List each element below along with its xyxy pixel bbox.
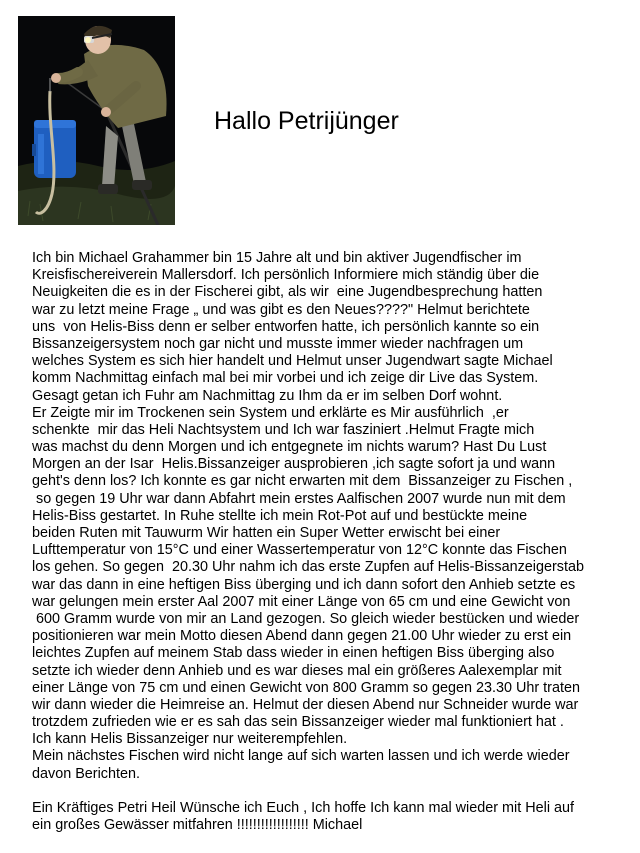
- text-line: Kreisfischereiverein Mallersdorf. Ich persönlich Informiere mich ständig über die: [32, 267, 540, 284]
- text-line: komm Nachmittag einfach mal bei mir vorbei und ich zeige dir Live das System.: [32, 370, 539, 387]
- text-line: wir dann wieder die Heimreise an. Helmut der diesen Abend nur Schneider wurde war: [32, 696, 579, 713]
- text-line: leichtes Zupfen auf meinem Stab dass wieder in einen heftigen Biss überging also: [32, 645, 555, 662]
- page-title: Hallo Petrijünger: [214, 107, 399, 135]
- text-line: Ich kann Helis Bissanzeiger nur weiterempfehlen.: [32, 731, 348, 748]
- text-line: Er Zeigte mir im Trockenen sein System und erklärte es Mir ausführlich ,er: [32, 404, 509, 421]
- text-line: setzte ich wieder denn Anhieb und es war dieses mal ein größeres Aalexemplar mit: [32, 662, 562, 679]
- text-line: einer Länge von 75 cm und einen Gewicht von 800 Gramm so gegen 23.30 Uhr traten: [32, 679, 580, 696]
- text-line: Bissanzeigersystem noch gar nicht und musste immer wieder nachfragen um: [32, 335, 524, 352]
- text-line: Helis-Biss gestartet. In Ruhe stellte ich mein Rot-Pot auf und bestückte meine: [32, 507, 528, 524]
- text-line: war das dann in eine heftigen Biss überging und ich dann sofort den Anhieb setzte es: [32, 576, 576, 593]
- night-fishing-photo: [18, 16, 175, 225]
- text-line: war zu letzt meine Frage „ und was gibt es den Neues????" Helmut berichtete: [32, 301, 530, 318]
- text-line: was machst du denn Morgen und ich entgegnete im nichts warum? Hast Du Lust: [32, 439, 547, 456]
- text-line: 600 Gramm wurde von mir an Land gezogen. So gleich wieder bestücken und wieder: [32, 610, 580, 627]
- text-line: los gehen. So gegen 20.30 Uhr nahm ich das erste Zupfen auf Helis-Bissanzeigerstab: [32, 559, 584, 576]
- article-body: [32, 250, 632, 834]
- text-line: war gelungen mein erster Aal 2007 mit einer Länge von 65 cm und eine Gewicht von: [32, 593, 571, 610]
- text-line: uns von Helis-Biss denn er selber entworfen hatte, ich persönlich kannte so ein: [32, 318, 540, 335]
- closing-line: Ein Kräftiges Petri Heil Wünsche ich Euch , Ich hoffe Ich kann mal wieder mit Heli auf: [32, 800, 575, 816]
- text-line: trotzdem zufrieden wie er es sah das sein Bissanzeiger wieder mal funktioniert hat .: [32, 714, 564, 731]
- text-line: davon Berichten.: [32, 765, 141, 782]
- paragraph-gap: [32, 783, 632, 800]
- text-line: welches System es sich hier handelt und Helmut unser Jugendwart sagte Michael: [32, 353, 553, 370]
- fisherman-photo-icon: [18, 16, 175, 225]
- text-line: Gesagt getan ich Fuhr am Nachmittag zu Ihm da er im selben Dorf wohnt.: [32, 387, 503, 404]
- text-line: Morgen an der Isar Helis.Bissanzeiger ausprobieren ,ich sagte sofort ja und wann: [32, 456, 556, 473]
- text-line: beiden Ruten mit Tauwurm Wir hatten ein Super Wetter erwischt bei einer: [32, 525, 501, 541]
- text-line: geht's denn los? Ich konnte es gar nicht erwarten mit dem Bissanzeiger zu Fischen ,: [32, 473, 573, 490]
- text-line: Mein nächstes Fischen wird nicht lange auf sich warten lassen und ich werde wieder: [32, 748, 570, 765]
- text-line: Neuigkeiten die es in der Fischerei gibt, als wir eine Jugendbesprechung hatten: [32, 284, 543, 301]
- closing-line: ein großes Gewässer mitfahren !!!!!!!!!!!!!!!!!! Michael: [32, 817, 363, 834]
- text-line: schenkte mir das Heli Nachtsystem und Ich war fasziniert .Helmut Fragte mich: [32, 421, 535, 438]
- text-line: Lufttemperatur von 15°C und einer Wassertemperatur von 12°C konnte das Fischen: [32, 542, 567, 559]
- text-line: positionieren war mein Motto diesen Abend dann gegen 21.00 Uhr wieder zu erst ein: [32, 628, 572, 645]
- text-line: Ich bin Michael Grahammer bin 15 Jahre alt und bin aktiver Jugendfischer im: [32, 250, 522, 266]
- text-line: so gegen 19 Uhr war dann Abfahrt mein erstes Aalfischen 2007 wurde nun mit dem: [32, 490, 566, 507]
